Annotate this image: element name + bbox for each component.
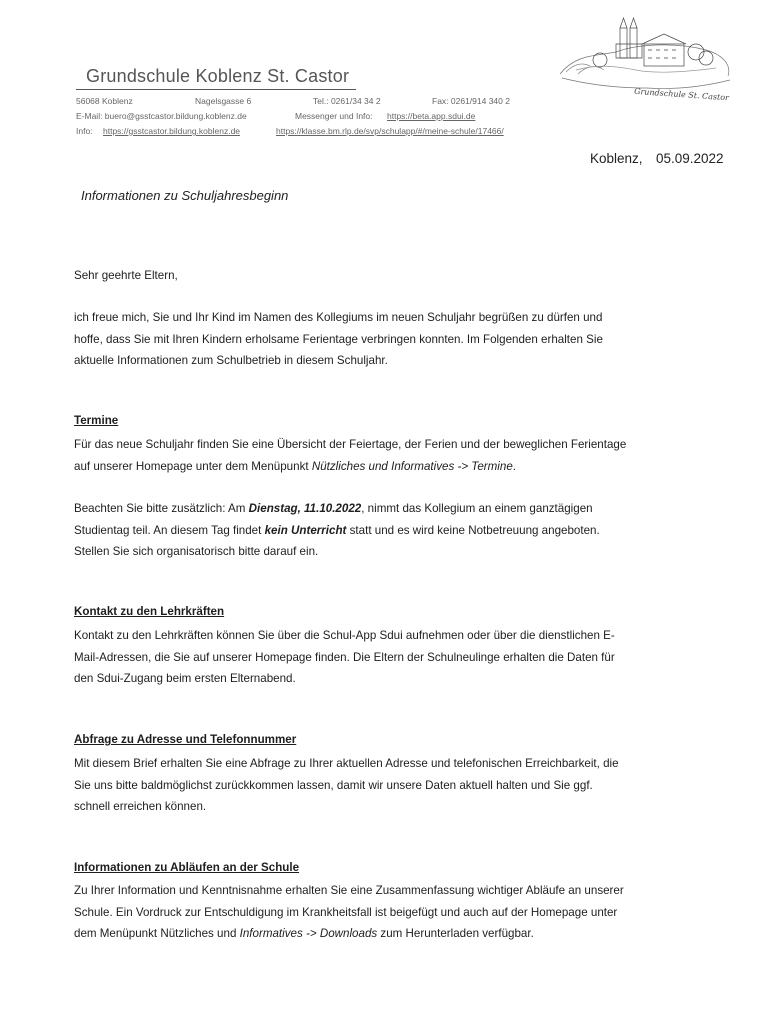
abfrage-paragraph: Mit diesem Brief erhalten Sie eine Abfrage zu Ihrer aktuellen Adresse und telefonischen Erreichbarkeit, die Sie uns bitte baldmöglichst zurückkommen lassen, damit wir unsere Daten aktuell halten und Sie ggf. schnell erreichen können. — [74, 757, 619, 813]
info-label: Info: — [76, 126, 93, 136]
kein-unterricht: kein Unterricht — [264, 523, 347, 537]
school-name: Grundschule Koblenz St. Castor — [86, 66, 350, 86]
downloads-menu-path: Informatives -> Downloads — [239, 927, 378, 940]
messenger-link[interactable]: https://beta.app.sdui.de — [387, 111, 476, 121]
heading-termine: Termine — [74, 414, 119, 427]
heading-abfrage: Abfrage zu Adresse und Telefonnummer — [74, 733, 297, 746]
kontakt-paragraph: Kontakt zu den Lehrkräften können Sie über die Schul-App Sdui aufnehmen oder über die dienstlichen E- Mail-Adressen, die Sie auf unserer Homepage finden. Die Eltern der Schulneulinge erhalten die Daten für den Sdui-Zugang beim ersten Elternabend. — [74, 629, 615, 685]
termine-paragraph: Für das neue Schuljahr finden Sie eine Übersicht der Feiertage, der Ferien und der beweglichen Ferientage auf unserer Homepage unter dem Menüpunkt Nützliches und Informatives -> Termine. — [74, 438, 627, 473]
intro-paragraph: ich freue mich, Sie und Ihr Kind im Namen des Kollegiums im neuen Schuljahr begrüßen zu dürfen und hoffe, dass Sie mit Ihren Kindern erholsame Ferientage verbringen konnten. Im Folgenden erhalten Sie aktuelle Informationen zum Schulbetrieb in diesem Schuljahr. — [74, 311, 603, 367]
heading-ablaeufe: Informationen zu Abläufen an der Schule — [74, 861, 300, 874]
school-logo-drawing — [556, 14, 736, 106]
letterhead-rule — [76, 89, 356, 90]
street: Nagelsgasse 6 — [195, 96, 252, 106]
email[interactable]: E-Mail: buero@gsstcastor.bildung.koblenz.de — [76, 111, 247, 121]
studientag-date: Dienstag, 11.10.2022 — [248, 502, 362, 515]
telephone: Tel.: 0261/34 34 2 — [313, 96, 381, 106]
heading-kontakt: Kontakt zu den Lehrkräften — [74, 605, 225, 618]
school-website-link[interactable]: https://gsstcastor.bildung.koblenz.de — [103, 126, 241, 136]
messenger-label: Messenger und Info: — [295, 111, 373, 121]
logo-text: Grundschule St. Castor — [633, 86, 730, 103]
date-place: Koblenz, — [590, 151, 643, 166]
termine-menu-path: Nützliches und Informatives -> Termine — [311, 459, 513, 473]
salutation: Sehr geehrte Eltern, — [74, 269, 178, 282]
letter-date — [590, 151, 724, 166]
ablaeufe-paragraph: Zu Ihrer Information und Kenntnisnahme erhalten Sie eine Zusammenfassung wichtiger Abläufe an unserer Schule. Ein Vordruck zur Entschuldigung im Krankheitsfall ist beigefügt und auch auf der Homepage unter dem Menüpunkt Nützliches und Informatives -> Downloads zum Herunterladen verfügbar. — [74, 884, 624, 940]
fax: Fax: 0261/914 340 2 — [432, 96, 510, 106]
studientag-paragraph: Beachten Sie bitte zusätzlich: Am Dienstag, 11.10.2022, nimmt das Kollegium an einem ganztägigen Studientag teil. An diesem Tag findet kein Unterricht statt und es wird keine Notbetreuung angeboten. Stellen Sie sich organisatorisch bitte darauf ein. — [74, 502, 600, 558]
letter-subject: Informationen zu Schuljahresbeginn — [81, 188, 289, 203]
address: 56068 Koblenz — [76, 96, 133, 106]
date-value: 05.09.2022 — [656, 151, 724, 166]
schulapp-link[interactable]: https://klasse.bm.rlp.de/svp/schulapp/#/meine-schule/17466/ — [276, 126, 504, 136]
